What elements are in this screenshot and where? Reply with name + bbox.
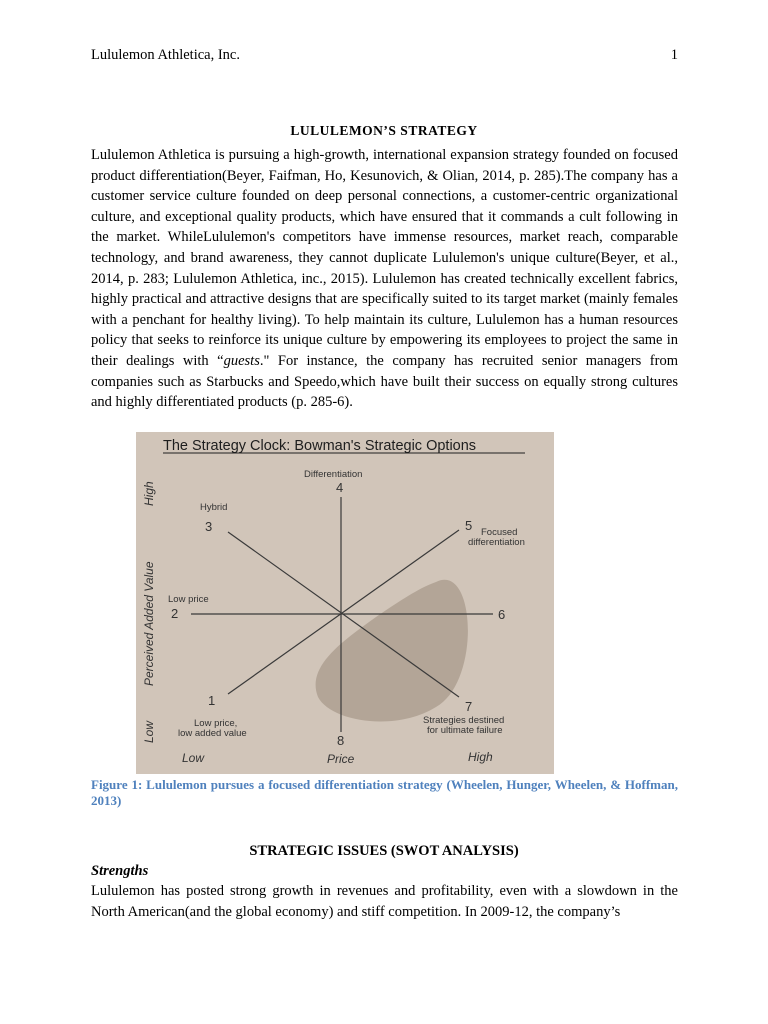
x-axis-high: High	[468, 750, 493, 764]
figure-caption: Figure 1: Lululemon pursues a focused differentiation strategy (Wheelen, Hunger, Wheelen, & Hoffman, 2013)	[91, 777, 678, 808]
shaded-region	[316, 580, 468, 722]
option-7-label-line2: for ultimate failure	[427, 725, 503, 736]
option-1-label-line1: Low price,	[194, 718, 238, 729]
option-5-label-line1: Focused	[481, 527, 518, 538]
option-4-label: Differentiation	[304, 469, 363, 480]
option-1-label-line2: low added value	[178, 728, 247, 739]
y-axis-high: High	[142, 481, 156, 506]
running-header-title: Lululemon Athletica, Inc.	[91, 47, 240, 63]
page-number: 1	[670, 47, 678, 63]
option-2-label: Low price	[168, 594, 209, 605]
x-axis-low: Low	[182, 751, 205, 765]
strategy-paragraph	[91, 145, 678, 413]
option-8-number: 8	[337, 733, 345, 748]
option-7-number: 7	[465, 699, 473, 714]
x-axis-label: Price	[327, 752, 355, 766]
page-title: LULULEMON’S STRATEGY	[290, 123, 478, 138]
section-title: STRATEGIC ISSUES (SWOT ANALYSIS)	[249, 843, 519, 859]
option-3-label: Hybrid	[200, 502, 228, 513]
y-axis-low: Low	[142, 720, 156, 743]
paragraph-text-end: ." For instance, the company has recruited senior managers from companies such as Starbucks and Speedo,which have built their success on equally strong cultures and highly differentiated products (p. 285-6).	[91, 352, 678, 411]
option-4-number: 4	[336, 480, 344, 495]
y-axis-label: Perceived Added Value	[142, 561, 156, 686]
subheading-strengths: Strengths	[91, 863, 149, 879]
option-1-number: 1	[208, 693, 216, 708]
option-5-number: 5	[465, 518, 473, 533]
strengths-paragraph: Lululemon has posted strong growth in revenues and profitability, even with a slowdown in the North American(and the global economy) and stiff competition. In 2009-12, the company’s	[91, 883, 678, 920]
guests-emphasis: guests	[223, 352, 260, 369]
option-3-number: 3	[205, 519, 213, 534]
option-6-number: 6	[498, 607, 506, 622]
figure-title: The Strategy Clock: Bowman's Strategic Options	[163, 438, 477, 454]
option-7-label-line1: Strategies destined	[423, 715, 505, 726]
option-2-number: 2	[171, 606, 179, 621]
paragraph-text: Lululemon Athletica is pursuing a high-growth, international expansion strategy founded on focused product differentiation(Beyer, Faifman, Ho, Kesunovich, & Olian, 2014, p. 285).The company has a customer service culture founded on deep personal connections, a customer-centric organizational culture, and exceptional quality products, which have ensured that it commands a cult following in the market. WhileLululemon's competitors have immense resources, market reach, comparable technology, and brand awareness, they cannot duplicate Lululemon's unique culture(Beyer, et al., 2014, p. 283; Lululemon Athletica, inc., 2015). Lululemon has created technically excellent fabrics, highly practical and attractive designs that are specifically suited to its target market (mainly females with a penchant for healthy living). To help maintain its culture, Lululemon has a human resources policy that seeks to reinforce its unique culture by empowering its employees to project the same in their dealings with “	[91, 147, 678, 369]
strategy-clock-figure	[136, 432, 554, 774]
option-5-label-line2: differentiation	[468, 537, 525, 548]
